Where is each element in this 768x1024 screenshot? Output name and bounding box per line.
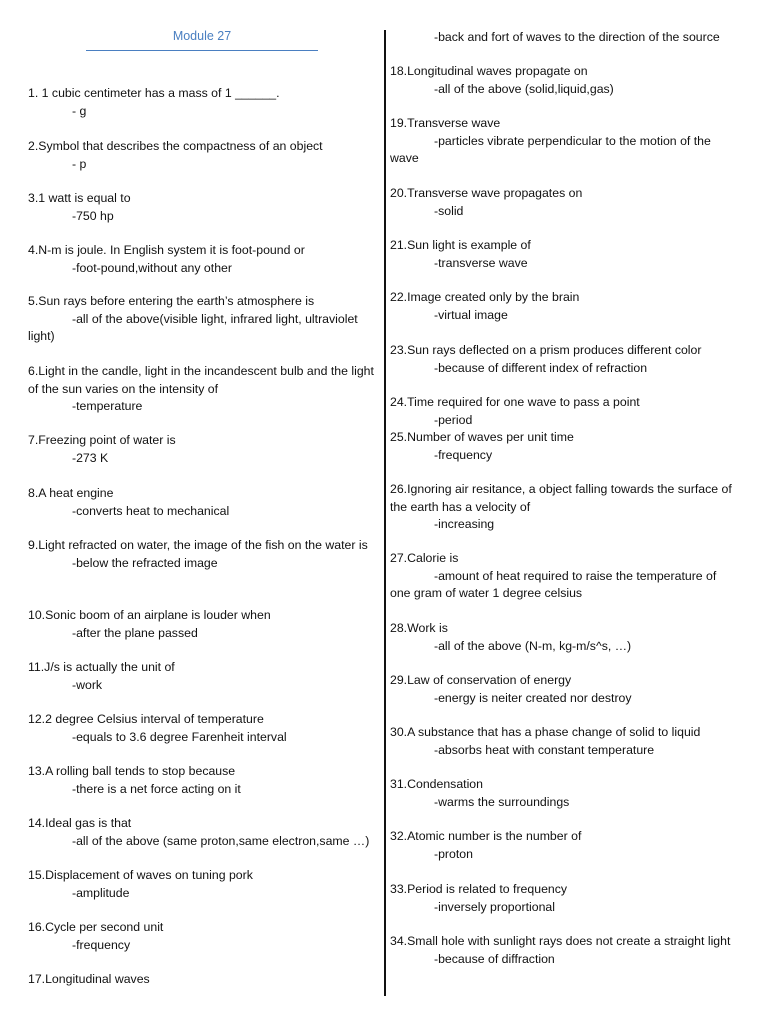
answer-text: -particles vibrate perpendicular to the motion of the wave [390,133,711,166]
answer-text: -converts heat to mechanical [72,503,230,518]
answer-text: -below the refracted image [72,555,218,570]
question-text: 24.Time required for one wave to pass a point [390,395,640,409]
question-text: 32.Atomic number is the number of [390,829,582,843]
answer-text: - p [72,156,87,171]
question-item [28,432,378,467]
answer-text: -amount of heat required to raise the temperature of one gram of water 1 degree celsius [390,568,717,601]
question-text: 23.Sun rays deflected on a prism produces different color [390,343,702,357]
question-text: 12.2 degree Celsius interval of temperature [28,712,264,726]
question-text: 4.N-m is joule. In English system it is foot-pound or [28,243,305,257]
question-text: 27.Calorie is [390,551,459,565]
answer-text: -all of the above (solid,liquid,gas) [434,81,614,96]
answer-text: -work [72,677,103,692]
question-item [28,363,378,416]
question-text: 2.Symbol that describes the compactness of an object [28,139,323,153]
question-item [390,289,740,324]
question-item [28,815,378,850]
answer-text: -energy is neiter created nor destroy [434,690,632,705]
question-text: 6.Light in the candle, light in the incandescent bulb and the light of the sun varies on the intensity of [28,364,374,396]
answer-text: -because of diffraction [434,951,555,966]
question-item [390,63,740,98]
question-text: 28.Work is [390,621,448,635]
question-item [390,828,740,863]
question-text: 19.Transverse wave [390,116,501,130]
answer-text: -frequency [434,447,493,462]
question-item [390,724,740,759]
answer-text: -temperature [72,399,143,414]
answer-text: -there is a net force acting on it [72,781,241,796]
question-item [390,776,740,811]
question-item [28,971,378,989]
question-item [28,919,378,954]
answer-text: -because of different index of refraction [434,360,648,375]
page-title: Module 27 [172,29,232,43]
question-item [28,537,378,572]
question-text: 1. 1 cubic centimeter has a mass of 1 ______. [28,86,280,100]
question-text: 9.Light refracted on water, the image of the fish on the water is [28,538,368,552]
question-item [28,607,378,642]
answer-text: -750 hp [72,208,114,223]
question-item [390,185,740,220]
question-text: 20.Transverse wave propagates on [390,186,583,200]
question-item [28,867,378,902]
question-item [390,620,740,655]
answer-text: -solid [434,203,464,218]
answer-text: -all of the above(visible light, infrared light, ultraviolet light) [28,311,358,344]
question-item [390,394,740,429]
question-item [28,711,378,746]
column-divider [384,30,386,996]
question-item [28,485,378,520]
answer-text: -increasing [434,517,495,532]
question-text: 22.Image created only by the brain [390,290,580,304]
question-text: 30.A substance that has a phase change of solid to liquid [390,725,701,739]
answer-text: -proton [434,846,473,861]
question-item [390,115,740,168]
question-text: 18.Longitudinal waves propagate on [390,64,588,78]
answer-text: -warms the surroundings [434,794,570,809]
question-text: 5.Sun rays before entering the earth’s atmosphere is [28,294,315,308]
title-underline [86,50,318,51]
question-item [390,881,740,916]
question-text: 11.J/s is actually the unit of [28,660,175,674]
question-item [390,29,740,47]
question-text: 25.Number of waves per unit time [390,430,574,444]
answer-text: -foot-pound,without any other [72,260,232,275]
answer-text: -273 K [72,450,109,465]
question-text: 21.Sun light is example of [390,238,531,252]
question-item [28,659,378,694]
answer-text: -all of the above (N-m, kg-m/s^s, …) [434,638,632,653]
answer-text: -transverse wave [434,255,528,270]
question-text: 17.Longitudinal waves [28,972,150,986]
answer-text: -absorbs heat with constant temperature [434,742,655,757]
question-item [28,138,378,173]
question-text: 16.Cycle per second unit [28,920,164,934]
question-text: 13.A rolling ball tends to stop because [28,764,236,778]
answer-text: - g [72,103,87,118]
question-item [390,550,740,603]
question-text: 3.1 watt is equal to [28,191,131,205]
answer-text: -after the plane passed [72,625,198,640]
question-text: 29.Law of conservation of energy [390,673,572,687]
question-text: 31.Condensation [390,777,483,791]
question-item [390,342,740,377]
question-item [28,190,378,225]
question-text: 15.Displacement of waves on tuning pork [28,868,253,882]
answer-text: -virtual image [434,307,508,322]
question-item [28,293,378,346]
question-item [390,237,740,272]
question-item [28,85,378,120]
answer-text: -period [434,412,473,427]
question-text: 34.Small hole with sunlight rays does not create a straight light [390,934,731,948]
answer-text: -inversely proportional [434,899,555,914]
question-text: 14.Ideal gas is that [28,816,132,830]
answer-text: -back and fort of waves to the direction of the source [434,30,720,44]
question-text: 26.Ignoring air resitance, a object falling towards the surface of the earth has a velocity of [390,482,732,514]
answer-text: -all of the above (same proton,same electron,same …) [72,833,370,848]
question-item [390,933,740,968]
question-item [28,242,378,277]
question-text: 7.Freezing point of water is [28,433,176,447]
question-item [28,763,378,798]
question-text: 33.Period is related to frequency [390,882,568,896]
question-item [390,672,740,707]
answer-text: -amplitude [72,885,130,900]
answer-text: -equals to 3.6 degree Farenheit interval [72,729,287,744]
question-item [390,481,740,534]
question-item [390,429,740,464]
question-text: 8.A heat engine [28,486,114,500]
answer-text: -frequency [72,937,131,952]
question-text: 10.Sonic boom of an airplane is louder when [28,608,271,622]
